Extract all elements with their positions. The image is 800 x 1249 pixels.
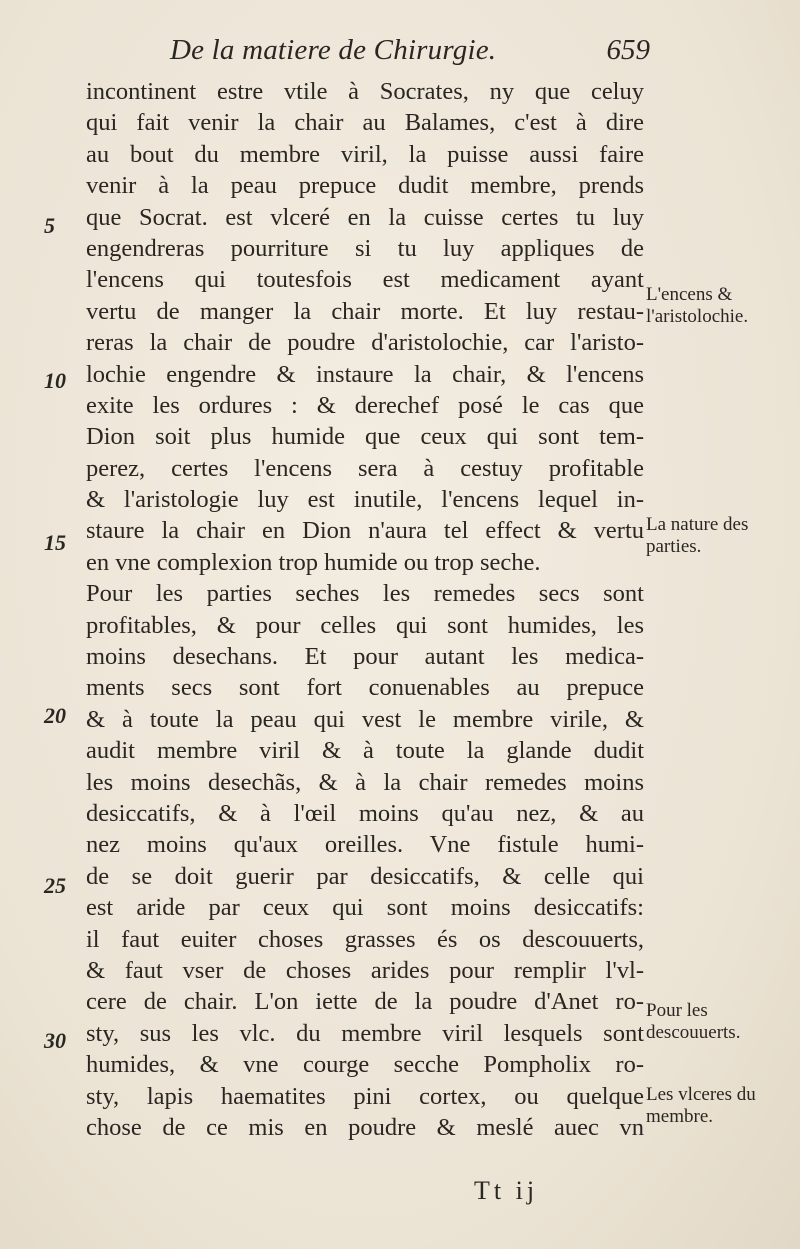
text-line: sty, sus les vlc. du membre viril lesquels sont (86, 1019, 644, 1047)
text-line: sty, lapis haematites pini cortex, ou quelque (86, 1082, 644, 1110)
signature-mark: Tt ij (474, 1176, 539, 1205)
text-line: l'encens qui toutesfois est medicament ayant (86, 266, 644, 294)
line-number: 20 (44, 703, 66, 728)
page-header (170, 30, 650, 70)
text-line: perez, certes l'encens sera à cestuy profitable (86, 454, 644, 482)
text-line: Dion soit plus humide que ceux qui sont tem- (86, 423, 644, 451)
text-line: exite les ordures : & derechef posé le cas que (86, 391, 644, 419)
text-line: engendreras pourriture si tu luy appliques de (86, 234, 644, 262)
text-line: lochie engendre & instaure la chair, & l'encens (86, 360, 644, 388)
text-line: vertu de manger la chair morte. Et luy restau- (86, 297, 644, 325)
text-line: & faut vser de choses arides pour remplir l'vl- (86, 956, 644, 984)
margin-note: L'encens & l'aristolochie. (646, 284, 749, 327)
text-line: chose de ce mis en poudre & meslé auec vn (86, 1113, 644, 1141)
text-line: incontinent estre vtile à Socrates, ny que celuy (86, 78, 644, 105)
line-number: 10 (44, 368, 66, 393)
text-line: les moins desechãs, & à la chair remedes moins (86, 768, 644, 796)
text-line: il faut euiter choses grasses és os descouuerts, (86, 925, 644, 953)
text-line: est aride par ceux qui sont moins desiccatifs: (86, 894, 644, 922)
page-number: 659 (606, 34, 650, 66)
line-number: 5 (44, 213, 55, 238)
text-line: au bout du membre viril, la puisse aussi faire (86, 140, 644, 168)
text-line: desiccatifs, & à l'œil moins qu'au nez, & au (86, 799, 644, 827)
line-number: 30 (44, 1028, 66, 1053)
text-line: cere de chair. L'on iette de la poudre d'Anet ro- (86, 988, 644, 1016)
margin-note: La nature des parties. (646, 514, 749, 557)
line-number: 25 (44, 873, 66, 898)
running-head: De la matiere de Chirurgie. (170, 34, 497, 66)
text-line: humides, & vne courge secche Pompholix ro- (86, 1051, 644, 1079)
line-number: 15 (44, 530, 66, 555)
text-line: reras la chair de poudre d'aristolochie, car l'aristo- (86, 329, 644, 357)
text-line: profitables, & pour celles qui sont humides, les (86, 611, 644, 639)
text-line: audit membre viril & à toute la glande dudit (86, 737, 644, 765)
margin-note: Les vlceres du membre. (646, 1084, 756, 1127)
text-line: ments secs sont fort conuenables au prepuce (86, 674, 644, 702)
text-line: en vne complexion trop humide ou trop seche. (86, 548, 541, 576)
text-line: de se doit guerir par desiccatifs, & celle qui (86, 862, 644, 890)
text-line: qui fait venir la chair au Balames, c'est à dire (86, 109, 644, 137)
body-text (86, 76, 644, 1143)
text-line: que Socrat. est vlceré en la cuisse certes tu luy (86, 203, 644, 231)
text-line: Pour les parties seches les remedes secs sont (86, 580, 644, 608)
text-line: moins desechans. Et pour autant les medica- (86, 643, 644, 671)
margin-note: Pour les descouuerts. (646, 1000, 741, 1043)
text-line: & l'aristologie luy est inutile, l'encens lequel in- (86, 486, 644, 514)
text-line: venir à la peau prepuce dudit membre, prends (86, 172, 644, 200)
text-line: staure la chair en Dion n'aura tel effect & vertu (86, 517, 644, 545)
text-line: & à toute la peau qui vest le membre virile, & (86, 705, 644, 733)
text-line: nez moins qu'aux oreilles. Vne fistule humi- (86, 831, 644, 859)
